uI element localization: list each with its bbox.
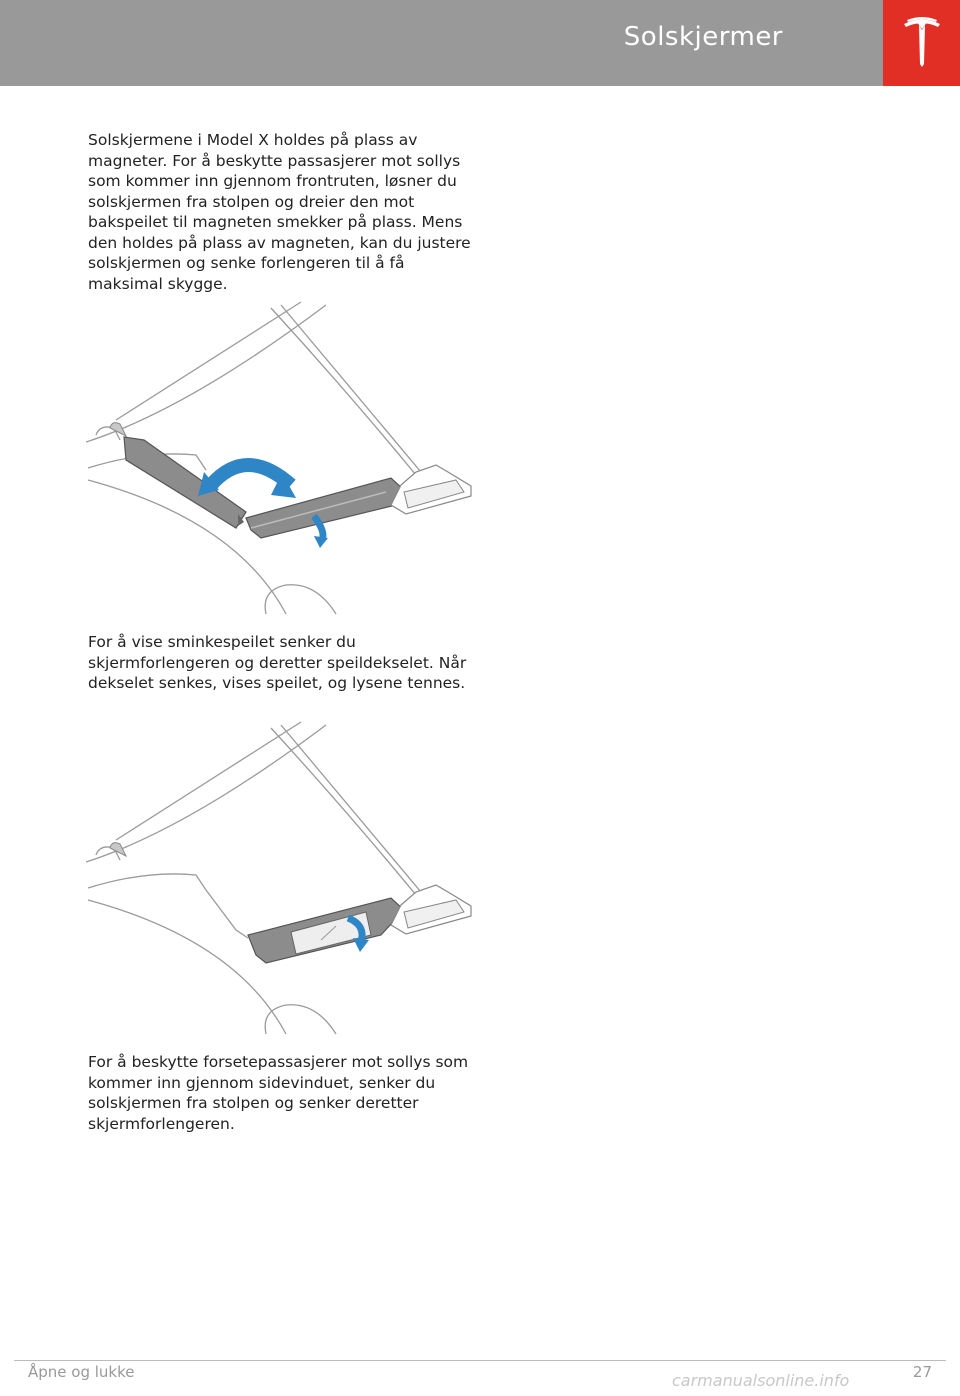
tesla-logo-icon	[902, 16, 942, 68]
page-title: Solskjermer	[623, 22, 783, 52]
watermark: carmanualsonline.info	[672, 1371, 850, 1390]
side-window-paragraph: For å beskytte forsetepassasjerer mot sollys som kommer inn gjennom sidevinduet, senker du solskjermen fra stolpen og senker deretter skjermforlengeren.	[88, 1053, 469, 1133]
logo-box	[883, 0, 960, 86]
footer-divider	[14, 1360, 946, 1361]
footer-section: Åpne og lukke	[28, 1363, 135, 1381]
intro-paragraph: Solskjermene i Model X holdes på plass av magneter. For å beskytte passasjerer mot sollys som kommer inn gjennom frontruten, løsner du solskjermen fra stolpen og dreier den mot bakspeilet til magneten smekker på plass. Mens den holdes på plass av magneten, kan du justere solskjermen og senke forlengeren til å få maksimal skygge.	[88, 131, 471, 293]
header-bar	[0, 0, 883, 86]
page-number: 27	[912, 1363, 932, 1381]
vanity-mirror-illustration	[86, 720, 486, 1040]
sun-visor-rotate-illustration	[86, 300, 486, 620]
mirror-paragraph: For å vise sminkespeilet senker du skjermforlengeren og deretter speildekselet. Når dekselet senkes, vises speilet, og lysene tennes.	[88, 633, 467, 692]
